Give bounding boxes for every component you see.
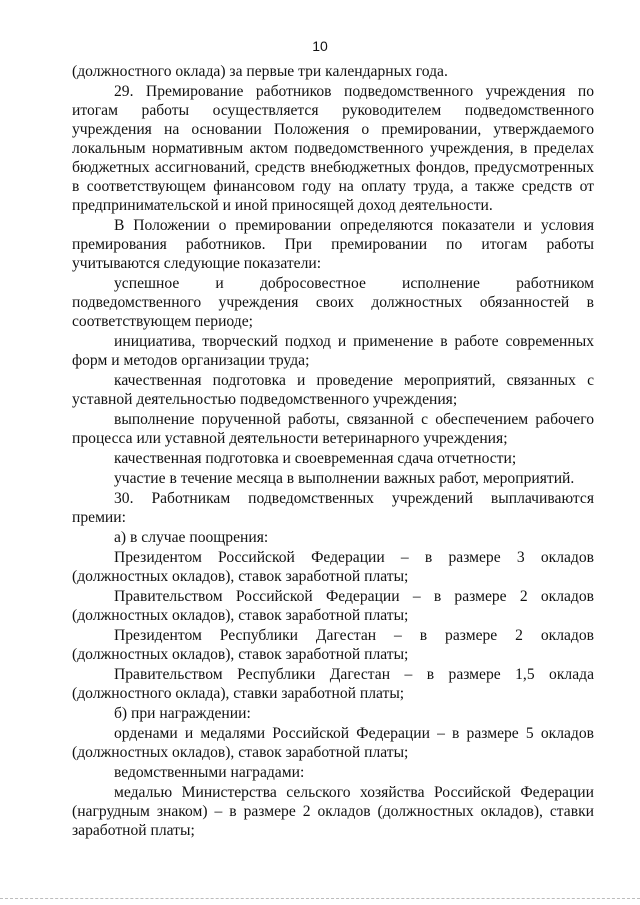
paragraph: выполнение порученной работы, связанной с обеспечением рабочего процесса или уставной деятельности ветеринарного учреждения; [72, 411, 594, 447]
paragraph: В Положении о премировании определяются показатели и условия премирования работников. При премировании по итогам работы учитываются следующие показатели: [72, 217, 594, 272]
paragraph: 30. Работникам подведомственных учреждений выплачиваются премии: [72, 490, 594, 526]
document-body [72, 62, 594, 840]
paragraph: качественная подготовка и проведение мероприятий, связанных с уставной деятельностью подведомственного учреждения; [72, 372, 594, 408]
paragraph: 29. Премирование работников подведомственного учреждения по итогам работы осуществляется руководителем подведомственного учреждения на основании Положения о премировании, утверждаемого локальным нормативным актом подведомственного учреждения, в пределах бюджетных ассигнований, средств внебюджетных фондов, предусмотренных в соответствующем финансовом году на оплату труда, а также средств от предпринимательской и иной приносящей доход деятельности. [72, 83, 594, 214]
paragraph: инициатива, творческий подход и применение в работе современных форм и методов организации труда; [72, 333, 594, 369]
page-bottom-divider [0, 898, 640, 899]
paragraph: успешное и добросовестное исполнение работником подведомственного учреждения своих должностных обязанностей в соответствующем периоде; [72, 275, 594, 330]
paragraph: медалью Министерства сельского хозяйства Российской Федерации (нагрудным знаком) – в размере 2 окладов (должностных окладов), ставки заработной платы; [72, 784, 594, 839]
paragraph: а) в случае поощрения: [114, 529, 269, 546]
paragraph: б) при награждении: [114, 705, 251, 722]
page-number: 10 [312, 38, 328, 54]
paragraph: качественная подготовка и своевременная сдача отчетности; [114, 450, 517, 467]
paragraph: ведомственными наградами: [114, 764, 305, 781]
paragraph: Президентом Российской Федерации – в размере 3 окладов (должностных окладов), ставок заработной платы; [72, 549, 594, 585]
paragraph: (должностного оклада) за первые три календарных года. [72, 63, 448, 80]
paragraph: Президентом Республики Дагестан – в размере 2 окладов (должностных окладов), ставок заработной платы; [72, 627, 594, 663]
paragraph: Правительством Республики Дагестан – в размере 1,5 оклада (должностного оклада), ставки заработной платы; [72, 666, 594, 702]
paragraph: участие в течение месяца в выполнении важных работ, мероприятий. [114, 470, 575, 487]
paragraph: орденами и медалями Российской Федерации – в размере 5 окладов (должностных окладов), ставок заработной платы; [72, 725, 594, 761]
paragraph: Правительством Российской Федерации – в размере 2 окладов (должностных окладов), ставок заработной платы; [72, 588, 594, 624]
